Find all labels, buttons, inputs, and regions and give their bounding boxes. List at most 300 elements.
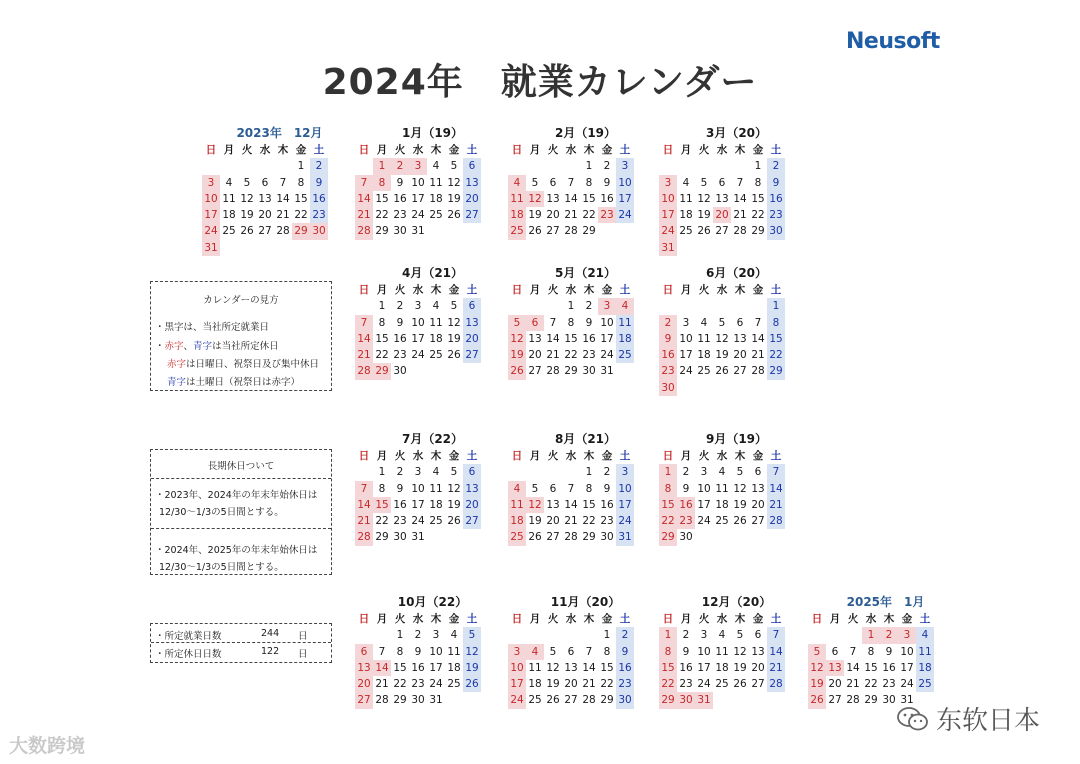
weekday-header: 土 [770,284,782,296]
weekday-header: 水 [716,450,728,462]
weekday-header: 水 [259,144,271,156]
month-grid [355,142,530,240]
calendar-day: 17 [697,661,711,674]
calendar-day: 23 [310,207,328,223]
weekday-header: 日 [662,284,674,296]
calendar-day: 30 [659,380,677,396]
weekday-header: 金 [601,613,613,625]
weekday-header: 火 [698,450,710,462]
calendar-day: 29 [751,225,765,238]
empty-day [562,464,580,480]
calendar-day: 6 [567,645,575,658]
calendar-day: 16 [616,660,634,676]
long-holiday-divider-2 [151,528,331,529]
calendar-day: 30 [411,694,425,707]
calendar-day: 19 [447,192,461,205]
calendar-day: 11 [715,645,729,658]
weekday-header: 月 [529,613,541,625]
month-grid [508,611,683,709]
empty-day [659,298,677,314]
weekday-header: 金 [601,450,613,462]
calendar-day: 18 [508,207,526,223]
calendar-day: 19 [463,660,481,676]
calendar-day: 20 [546,515,560,528]
calendar-day: 2 [603,160,611,173]
weekday-header: 水 [565,144,577,156]
calendar-day: 9 [767,175,785,191]
weekday-header: 木 [277,144,289,156]
calendar-day: 25 [528,694,542,707]
weekday-header: 水 [716,284,728,296]
totals-off-unit: 日 [298,649,308,660]
calendar-day: 19 [508,347,526,363]
calendar-day: 28 [375,694,389,707]
calendar-day: 12 [733,645,747,658]
calendar-day: 4 [718,466,726,479]
month-calendar [508,594,683,709]
weekday-header: 火 [847,613,859,625]
empty-day [695,158,713,174]
calendar-day: 17 [429,661,443,674]
calendar-day: 23 [393,515,407,528]
weekday-header: 火 [698,284,710,296]
calendar-day: 1 [659,464,677,480]
calendar-day: 19 [528,209,542,222]
calendar-day: 3 [508,644,526,660]
calendar-day: 7 [567,482,575,495]
weekday-header: 土 [619,284,631,296]
calendar-day: 3 [414,466,422,479]
calendar-day: 6 [526,315,544,331]
calendar-day: 25 [447,678,461,691]
calendar-day: 26 [240,225,254,238]
calendar-day: 19 [733,661,747,674]
calendar-day: 15 [600,661,614,674]
calendar-day: 19 [528,515,542,528]
calendar-day: 20 [713,207,731,223]
empty-day [202,158,220,174]
calendar-day: 10 [508,660,526,676]
calendar-day: 8 [585,482,593,495]
month-grid [355,282,530,380]
calendar-day: 1 [378,466,386,479]
calendar-day: 7 [767,464,785,480]
empty-day [508,627,526,643]
weekday-header: 日 [205,144,217,156]
calendar-day: 31 [411,225,425,238]
calendar-day: 11 [447,645,461,658]
weekday-header: 水 [565,450,577,462]
calendar-day: 16 [310,191,328,207]
empty-day [526,298,544,314]
calendar-day: 20 [355,676,373,692]
weekday-header: 日 [358,284,370,296]
empty-day [544,298,562,314]
calendar-day: 20 [751,498,765,511]
calendar-day: 23 [393,209,407,222]
weekday-header: 金 [601,284,613,296]
calendar-day: 12 [240,192,254,205]
calendar-day: 20 [258,209,272,222]
calendar-day: 4 [616,298,634,314]
weekday-header: 日 [811,613,823,625]
weekday-header: 月 [680,613,692,625]
weekday-header: 木 [430,144,442,156]
calendar-day: 12 [463,644,481,660]
calendar-day: 22 [767,347,785,363]
calendar-day: 2 [585,300,593,313]
empty-day [526,464,544,480]
calendar-day: 1 [585,466,593,479]
calendar-day: 28 [767,676,785,692]
totals-off-value: 122 [261,646,280,657]
calendar-day: 11 [429,316,443,329]
calendar-day: 4 [700,316,708,329]
calendar-day: 8 [378,316,386,329]
calendar-day: 13 [751,645,765,658]
calendar-day: 16 [679,661,693,674]
empty-day [355,464,373,480]
calendar-day: 28 [564,225,578,238]
calendar-day: 25 [916,676,934,692]
calendar-day: 2 [682,629,690,642]
calendar-day: 14 [546,332,560,345]
weekday-header: 月 [529,144,541,156]
calendar-day: 8 [659,481,677,497]
calendar-day: 27 [463,207,481,223]
month-title: 4月（21） [401,266,464,280]
calendar-day: 12 [447,316,461,329]
calendar-day: 22 [600,678,614,691]
month-calendar [659,265,834,396]
calendar-day: 3 [682,316,690,329]
calendar-day: 19 [240,209,254,222]
calendar-day: 18 [679,209,693,222]
weekday-header: 月 [223,144,235,156]
empty-day [220,158,238,174]
calendar-day: 1 [378,300,386,313]
weekday-header: 土 [919,613,931,625]
weekday-header: 火 [547,144,559,156]
calendar-day: 15 [659,660,677,676]
calendar-day: 22 [393,678,407,691]
weekday-header: 木 [430,613,442,625]
calendar-day: 11 [528,661,542,674]
calendar-day: 6 [754,629,762,642]
month-calendar [202,125,377,256]
calendar-day: 14 [582,661,596,674]
empty-day [731,298,749,314]
empty-day [508,464,526,480]
calendar-day: 30 [393,531,407,544]
calendar-day: 27 [751,515,765,528]
calendar-day: 14 [373,660,391,676]
calendar-day: 30 [600,531,614,544]
month-calendar [355,594,530,709]
calendar-day: 19 [808,676,826,692]
calendar-day: 9 [585,316,593,329]
calendar-day: 29 [582,225,596,238]
empty-day [713,298,731,314]
calendar-day: 5 [531,176,539,189]
weekday-header: 金 [752,613,764,625]
totals-divider [151,642,331,643]
calendar-day: 1 [373,158,391,174]
calendar-day: 30 [677,692,695,708]
calendar-day: 26 [508,363,526,379]
weekday-header: 月 [529,284,541,296]
calendar-day: 8 [585,176,593,189]
weekday-header: 月 [829,613,841,625]
calendar-day: 29 [864,694,878,707]
calendar-day: 18 [916,660,934,676]
weekday-header: 金 [448,284,460,296]
calendar-day: 22 [582,515,596,528]
empty-day [749,298,767,314]
calendar-day: 1 [862,627,880,643]
weekday-header: 木 [734,450,746,462]
month-title: 7月（22） [401,432,464,446]
calendar-day: 30 [393,365,407,378]
totals-work-label: ・所定就業日数 [155,631,222,642]
calendar-day: 15 [659,497,677,513]
calendar-day: 23 [393,349,407,362]
weekday-header: 水 [412,144,424,156]
calendar-day: 13 [528,332,542,345]
calendar-day: 5 [463,627,481,643]
weekday-header: 月 [376,284,388,296]
calendar-day: 11 [508,497,526,513]
weekday-header: 金 [448,613,460,625]
month-calendar [355,431,530,546]
calendar-day: 13 [715,192,729,205]
weekday-header: 土 [619,613,631,625]
month-grid [659,282,834,396]
calendar-day: 19 [733,498,747,511]
calendar-day: 11 [916,644,934,660]
calendar-day: 1 [767,298,785,314]
empty-day [373,627,391,643]
weekday-header: 木 [734,613,746,625]
calendar-day: 7 [549,316,557,329]
calendar-day: 18 [429,332,443,345]
calendar-day: 22 [751,209,765,222]
month-title: 6月（20） [705,266,768,280]
calendar-day: 10 [600,316,614,329]
calendar-day: 16 [411,661,425,674]
calendar-day: 13 [564,661,578,674]
calendar-day: 21 [355,513,373,529]
calendar-day: 22 [564,349,578,362]
calendar-day: 2 [880,627,898,643]
calendar-day: 23 [411,678,425,691]
calendar-day: 1 [297,160,305,173]
calendar-day: 18 [508,513,526,529]
weekday-header: 月 [376,144,388,156]
calendar-day: 13 [826,660,844,676]
empty-day [238,158,256,174]
calendar-day: 8 [396,645,404,658]
calendar-day: 27 [355,692,373,708]
calendar-day: 31 [659,240,677,256]
weekday-header: 土 [619,450,631,462]
calendar-day: 9 [396,316,404,329]
calendar-day: 1 [567,300,575,313]
calendar-day: 24 [411,209,425,222]
empty-day [544,627,562,643]
calendar-day: 31 [616,529,634,545]
calendar-day: 17 [508,676,526,692]
calendar-day: 7 [279,176,287,189]
month-grid [355,611,530,709]
calendar-day: 7 [567,176,575,189]
weekday-header: 日 [511,284,523,296]
calendar-day: 29 [375,225,389,238]
calendar-day: 30 [616,692,634,708]
empty-day [695,298,713,314]
empty-day [508,158,526,174]
weekday-header: 水 [412,613,424,625]
calendar-day: 26 [447,515,461,528]
calendar-day: 11 [429,176,443,189]
neusoft-logo: Neusoft [846,29,940,54]
weekday-header: 日 [358,613,370,625]
weekday-header: 水 [865,613,877,625]
calendar-day: 16 [882,661,896,674]
calendar-day: 16 [767,191,785,207]
calendar-day: 6 [549,482,557,495]
calendar-day: 16 [659,347,677,363]
calendar-day: 13 [546,498,560,511]
calendar-day: 6 [463,158,481,174]
calendar-day: 26 [463,676,481,692]
calendar-day: 14 [355,331,373,347]
calendar-day: 2 [396,466,404,479]
empty-day [659,158,677,174]
calendar-day: 4 [508,175,526,191]
calendar-day: 13 [463,175,481,191]
weekday-header: 月 [680,450,692,462]
calendar-day: 29 [375,531,389,544]
calendar-day: 10 [429,645,443,658]
calendar-day: 4 [916,627,934,643]
calendar-day: 5 [450,300,458,313]
weekday-header: 火 [394,613,406,625]
calendar-day: 15 [393,661,407,674]
calendar-day: 14 [767,644,785,660]
calendar-day: 15 [767,331,785,347]
month-title: 8月（21） [554,432,617,446]
calendar-day: 19 [447,498,461,511]
weekday-header: 木 [583,144,595,156]
calendar-day: 21 [767,497,785,513]
month-title: 3月（20） [705,126,768,140]
calendar-day: 29 [564,365,578,378]
calendar-day: 7 [754,316,762,329]
calendar-day: 25 [616,347,634,363]
month-calendar [808,594,983,709]
month-title: 2月（19） [554,126,617,140]
legend-heading: カレンダーの見方 [203,295,279,306]
calendar-day: 4 [432,300,440,313]
calendar-day: 7 [355,481,373,497]
weekday-header: 土 [466,450,478,462]
weekday-header: 土 [466,284,478,296]
calendar-day: 24 [697,678,711,691]
wechat-icon [896,705,930,733]
calendar-day: 24 [616,207,634,223]
calendar-day: 24 [411,349,425,362]
month-grid [659,448,834,546]
calendar-day: 6 [736,316,744,329]
calendar-day: 25 [222,225,236,238]
empty-day [544,464,562,480]
calendar-day: 7 [767,627,785,643]
calendar-day: 3 [659,175,677,191]
empty-day [355,627,373,643]
weekday-header: 金 [752,450,764,462]
calendar-day: 3 [432,629,440,642]
calendar-day: 10 [411,316,425,329]
calendar-day: 18 [697,349,711,362]
calendar-day: 4 [526,644,544,660]
calendar-day: 25 [679,225,693,238]
long-holiday-line-a2: 12/30～1/3の5日間とする。 [159,507,284,518]
calendar-day: 28 [733,225,747,238]
month-title: 2023年 12月 [236,126,323,140]
month-grid [508,142,683,240]
calendar-day: 17 [659,207,677,223]
calendar-day: 2 [310,158,328,174]
calendar-day: 8 [767,315,785,331]
calendar-day: 21 [564,515,578,528]
calendar-day: 6 [831,645,839,658]
calendar-day: 2 [682,466,690,479]
calendar-day: 6 [355,644,373,660]
month-title: 12月（20） [701,595,772,609]
calendar-day: 20 [733,349,747,362]
calendar-day: 10 [697,645,711,658]
calendar-day: 28 [355,223,373,239]
calendar-day: 24 [600,349,614,362]
calendar-day: 18 [715,661,729,674]
calendar-day: 16 [393,192,407,205]
calendar-day: 7 [355,315,373,331]
calendar-day: 1 [396,629,404,642]
empty-day [580,627,598,643]
totals-work-unit: 日 [298,631,308,642]
calendar-day: 17 [411,498,425,511]
calendar-day: 31 [600,365,614,378]
calendar-day: 21 [751,349,765,362]
calendar-day: 21 [355,347,373,363]
calendar-day: 18 [447,661,461,674]
weekday-header: 日 [662,144,674,156]
empty-day [355,298,373,314]
month-title: 9月（19） [705,432,768,446]
calendar-day: 29 [767,363,785,379]
calendar-day: 5 [243,176,251,189]
calendar-day: 11 [616,315,634,331]
calendar-day: 4 [682,176,690,189]
calendar-day: 27 [733,365,747,378]
calendar-day: 25 [508,529,526,545]
calendar-day: 5 [508,315,526,331]
calendar-day: 26 [697,225,711,238]
month-grid [508,448,683,546]
calendar-day: 14 [564,192,578,205]
calendar-day: 9 [603,176,611,189]
